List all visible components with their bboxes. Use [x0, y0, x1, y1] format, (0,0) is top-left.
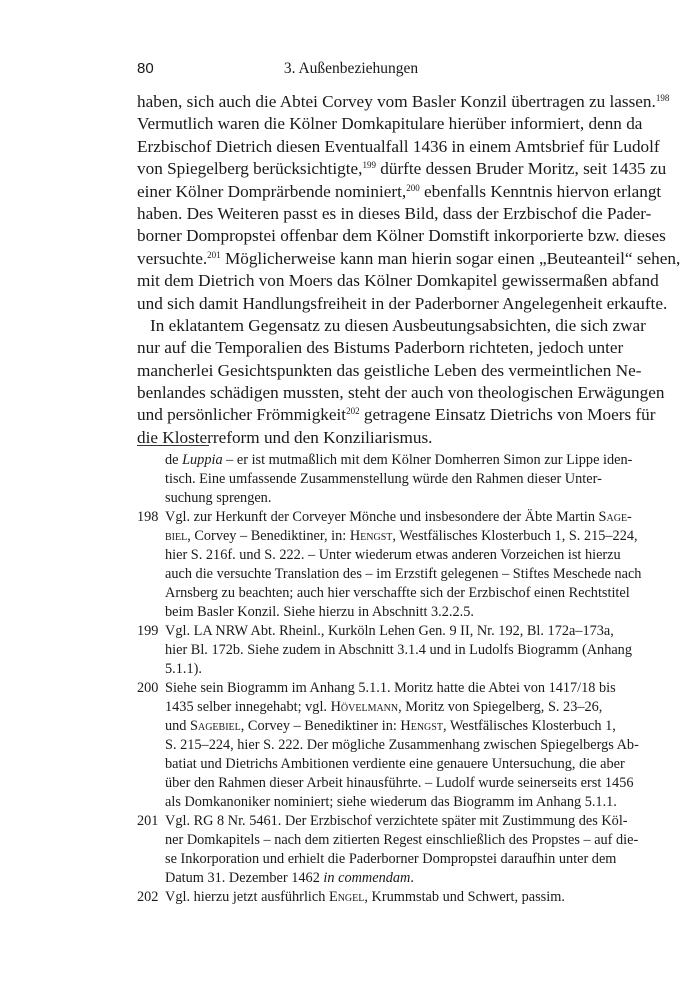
body-text	[137, 91, 681, 449]
text-line: nur auf die Temporalien des Bistums Paderborn richteten, jedoch unter	[137, 338, 624, 358]
paragraph-2	[137, 315, 665, 449]
footnote-number: 198	[137, 509, 159, 525]
footnote-line: Vgl. hierzu jetzt ausführlich Engel, Krummstab und Schwert, passim.	[165, 889, 565, 905]
paragraph-1	[137, 91, 681, 315]
footnote-line: Siehe sein Biogramm im Anhang 5.1.1. Moritz hatte die Abtei von 1417/18 bis	[165, 680, 616, 696]
footnote-separator	[137, 445, 209, 446]
footnote-line: hier S. 216f. und S. 222. – Unter wiederum etwas anderen Vorzeichen ist hierzu	[165, 547, 621, 563]
footnote-line: und Sagebiel, Corvey – Benediktiner in: Hengst, Westfälisches Klosterbuch 1,	[165, 718, 616, 734]
text-line: haben. Des Weiteren passt es in dieses Bild, dass der Erzbischof die Pader-	[137, 203, 652, 223]
footnote-ref-198[interactable]: 198	[655, 93, 670, 103]
text-line: Vermutlich waren die Kölner Domkapitulare hierüber informiert, denn da	[137, 114, 643, 134]
footnote-line: batiat und Dietrichs Ambitionen verdiente eine genauere Untersuchung, die aber	[165, 756, 625, 772]
text-line: Erzbischof Dietrich diesen Eventualfall 1436 in einem Amtsbrief für Ludolf	[137, 136, 660, 156]
text-line: mit dem Dietrich von Moers das Kölner Domkapitel gewissermaßen abfand	[137, 271, 659, 291]
footnote-number: 201	[137, 813, 159, 829]
footnote-line: suchung sprengen.	[165, 490, 272, 506]
page-number: 80	[137, 60, 154, 77]
footnote-199	[137, 622, 632, 679]
footnote-number: 202	[137, 889, 159, 905]
footnote-line: 1435 selber innegehabt; vgl. Hövelmann, Moritz von Spiegelberg, S. 23–26,	[165, 699, 603, 715]
footnote-line: hier Bl. 172b. Siehe zudem in Abschnitt 3.1.4 und in Ludolfs Biogramm (Anhang	[165, 642, 632, 658]
running-head	[137, 60, 565, 82]
footnote-202	[137, 888, 565, 907]
footnote-ref-199[interactable]: 199	[362, 160, 376, 171]
footnote-line: 5.1.1).	[165, 661, 202, 677]
text-line: In eklatantem Gegensatz zu diesen Ausbeutungsabsichten, die sich zwar	[150, 315, 646, 335]
footnotes	[137, 451, 642, 907]
text-line: und sich damit Handlungsfreiheit in der Paderborner Angelegenheit erkaufte.	[137, 293, 668, 313]
footnote-line: S. 215–224, hier S. 222. Der mögliche Zusammenhang zwischen Spiegelbergs Ab-	[165, 737, 639, 753]
footnote-line: Arnsberg zu beachten; auch hier verschaffte sich der Erzbischof einen Rechtstitel	[165, 585, 630, 601]
footnote-line: biel, Corvey – Benediktiner, in: Hengst, Westfälisches Klosterbuch 1, S. 215–224,	[165, 528, 638, 544]
footnote-198	[137, 508, 642, 622]
footnote-line: de Luppia – er ist mutmaßlich mit dem Kölner Domherren Simon zur Lippe iden-	[165, 452, 633, 468]
text-line: benlandes schädigen mussten, steht der auch von theologischen Erwägungen	[137, 383, 665, 403]
footnote-line: tisch. Eine umfassende Zusammenstellung würde den Rahmen dieser Unter-	[165, 471, 602, 487]
text-line: mancherlei Gesichtspunkten das geistliche Leben des vermeintlichen Ne-	[137, 360, 642, 380]
footnote-line: ner Domkapitels – nach dem zitierten Regest einschließlich des Propstes – auf die-	[165, 832, 639, 848]
footnote-line: beim Basler Konzil. Siehe hierzu in Abschnitt 3.2.2.5.	[165, 604, 474, 620]
footnote-ref-201[interactable]: 201	[207, 249, 221, 260]
footnote-line: Datum 31. Dezember 1462 in commendam.	[165, 870, 414, 886]
footnote-line: se Inkorporation und erhielt die Paderborner Dompropstei daraufhin unter dem	[165, 851, 617, 867]
text-line: einer Kölner Domprärbende nominiert,$^{200}$ ebenfalls Kenntnis hiervon erlangt	[137, 181, 662, 201]
text-line: haben, sich auch die Abtei Corvey vom Basler Konzil übertragen zu lassen.$^{198}$	[137, 92, 670, 111]
text-line: von Spiegelberg berücksichtigte,$^{199}$ dürfte dessen Bruder Moritz, seit 1435 zu	[137, 159, 667, 179]
footnote-number: 200	[137, 680, 159, 696]
footnote-ref-200[interactable]: 200	[406, 182, 420, 193]
footnote-number: 199	[137, 623, 159, 639]
text-line: und persönlicher Frömmigkeit$^{202}$ getragene Einsatz Dietrichs von Moers für	[137, 405, 656, 425]
text-line: versuchte.$^{201}$ Möglicherweise kann man hierin sogar einen „Beuteanteil“ sehen,	[137, 248, 681, 268]
footnote-line: auch die versuchte Translation des – im Erzstift gelegenen – Stiftes Meschede nach	[165, 566, 642, 582]
footnote-line: über den Rahmen dieser Arbeit hinausführte. – Ludolf wurde seinerseits erst 1456	[165, 775, 634, 791]
chapter-title: 3. Außenbeziehungen	[283, 60, 419, 77]
footnote-line: als Domkanoniker nominiert; siehe wiederum das Biogramm im Anhang 5.1.1.	[165, 794, 617, 810]
text-line: die Klosterreform und den Konziliarismus.	[137, 427, 433, 447]
footnote-continuation	[137, 451, 633, 508]
text-line: borner Dompropstei offenbar dem Kölner Domstift inkorporierte bzw. dieses	[137, 226, 666, 246]
footnote-201	[137, 812, 639, 888]
footnote-line: Vgl. RG 8 Nr. 5461. Der Erzbischof verzichtete später mit Zustimmung des Köl-	[165, 813, 628, 829]
footnote-200	[137, 679, 639, 812]
footnote-line: Vgl. LA NRW Abt. Rheinl., Kurköln Lehen Gen. 9 II, Nr. 192, Bl. 172a–173a,	[165, 623, 614, 639]
footnote-ref-202[interactable]: 202	[346, 406, 360, 417]
footnote-line: Vgl. zur Herkunft der Corveyer Mönche und insbesondere der Äbte Martin Sage-	[165, 509, 632, 525]
